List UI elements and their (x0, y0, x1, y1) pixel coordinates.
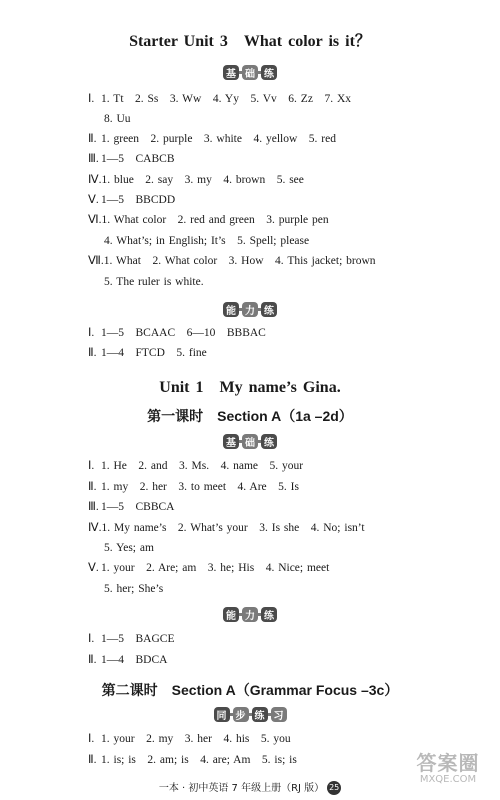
answer-line: Ⅴ. 1—5 BBCDD (88, 194, 176, 206)
answer-line: Ⅱ. 1. green 2. purple 3. white 4. yellow 5. red (88, 133, 336, 145)
badge-char: 练 (261, 65, 277, 80)
answer-line: Ⅲ. 1—5 CBBCA (88, 501, 175, 513)
answer-line: Ⅰ. 1. Tt 2. Ss 3. Ww 4. Yy 5. Vv 6. Zz 7. Xx (88, 93, 351, 105)
answer-line: 4. What’s; in English; It’s 5. Spell; please (104, 235, 310, 247)
answer-line: 8. Uu (104, 113, 131, 125)
answer-line: Ⅱ. 1—4 BDCA (88, 654, 168, 666)
answer-line: 5. The ruler is white. (104, 276, 204, 288)
badge-char: 能 (223, 607, 239, 622)
answer-line: Ⅱ. 1. my 2. her 3. to meet 4. Are 5. Is (88, 481, 299, 493)
badge-char: 练 (261, 434, 277, 449)
answer-line: Ⅰ. 1—5 BCAAC 6—10 BBBAC (88, 327, 266, 339)
answer-line: Ⅰ. 1. your 2. my 3. her 4. his 5. you (88, 733, 291, 745)
answer-line: Ⅱ. 1—4 FTCD 5. fine (88, 347, 207, 359)
answer-line: Ⅳ.1. My name’s 2. What’s your 3. Is she 4. No; isn’t (88, 522, 365, 534)
badge-char: 练 (261, 302, 277, 317)
unit3-ability-badge (0, 302, 500, 317)
answer-line: 5. Yes; am (104, 542, 154, 554)
answer-line: Ⅶ.1. What 2. What color 3. How 4. This jacket; brown (88, 255, 376, 267)
watermark-text: 答案圈 (416, 751, 480, 775)
footer-text: 一本 · 初中英语 7 年级上册（RJ 版） (158, 783, 325, 794)
badge-char: 基 (223, 434, 239, 449)
unit1-title: Unit 1 My name’s Gina. (159, 379, 341, 396)
page-number: 25 (327, 781, 341, 795)
answer-line: Ⅰ. 1—5 BAGCE (88, 633, 175, 645)
badge-char: 基 (223, 65, 239, 80)
lesson2-title: 第二课时 Section A（Grammar Focus –3c） (101, 682, 399, 698)
unit3-title: Starter Unit 3 What color is it？ (129, 33, 371, 50)
lesson1-basic-badge (0, 434, 500, 449)
answer-line: 5. her; She’s (104, 583, 164, 595)
lesson2-sync-badge (0, 707, 500, 722)
answer-line: Ⅱ. 1. is; is 2. am; is 4. are; Am 5. is; is (88, 754, 297, 766)
answer-line: Ⅳ.1. blue 2. say 3. my 4. brown 5. see (88, 174, 304, 186)
badge-char: 力 (242, 302, 258, 317)
watermark-url: MXQE.COM (419, 774, 477, 785)
badge-char: 练 (261, 607, 277, 622)
answer-line: Ⅲ. 1—5 CABCB (88, 153, 175, 165)
badge-char: 习 (271, 707, 287, 722)
watermark-logo (404, 752, 492, 786)
badge-char: 练 (252, 707, 268, 722)
badge-char: 础 (242, 65, 258, 80)
badge-char: 力 (242, 607, 258, 622)
answer-line: Ⅵ.1. What color 2. red and green 3. purple pen (88, 214, 329, 226)
lesson1-ability-badge (0, 607, 500, 622)
answer-line: Ⅰ. 1. He 2. and 3. Ms. 4. name 5. your (88, 460, 304, 472)
badge-char: 能 (223, 302, 239, 317)
badge-char: 同 (214, 707, 230, 722)
answer-line: Ⅴ. 1. your 2. Are; am 3. he; His 4. Nice; meet (88, 562, 330, 574)
unit3-basic-badge (0, 65, 500, 80)
badge-char: 础 (242, 434, 258, 449)
lesson1-title: 第一课时 Section A（1a –2d） (147, 408, 353, 424)
badge-char: 步 (233, 707, 249, 722)
